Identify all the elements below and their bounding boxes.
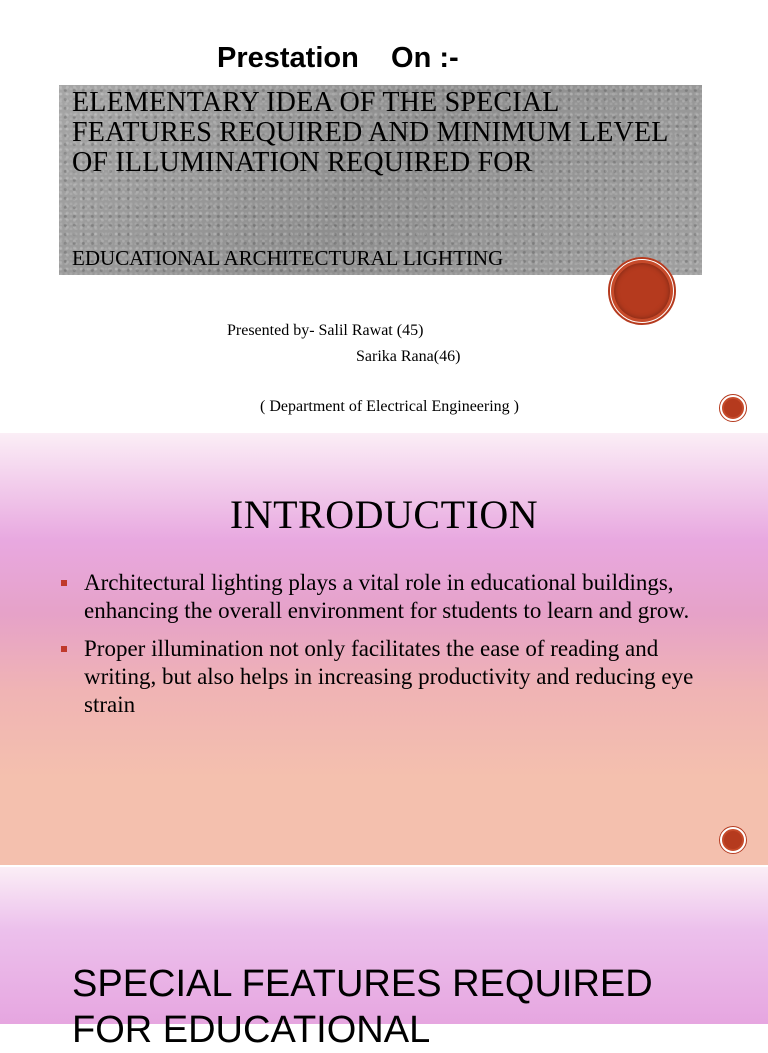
presenter-line-1: Presented by- Salil Rawat (45) — [227, 322, 424, 339]
title-slide — [0, 0, 768, 432]
slide-marker-icon — [719, 394, 747, 422]
introduction-slide — [0, 433, 768, 865]
bullet-item — [58, 635, 698, 719]
bullet-item — [58, 569, 698, 625]
slide-title: INTRODUCTION — [229, 492, 539, 537]
bullet-text: Proper illumination not only facilitates the ease of reading and writing, but also helps in increasing productivity and reducing eye strain — [84, 636, 694, 717]
special-features-slide — [0, 867, 768, 1051]
presentation-heading: Prestation On :- — [217, 42, 459, 74]
department-label: ( Department of Electrical Engineering ) — [260, 398, 519, 415]
presenter-line-2: Sarika Rana(46) — [356, 348, 461, 365]
slide-marker-icon — [719, 826, 747, 854]
bullet-marker-icon — [61, 646, 67, 652]
bullet-marker-icon — [61, 580, 67, 586]
bullet-text: Architectural lighting plays a vital role in educational buildings, enhancing the overall environment for students to learn and grow. — [84, 570, 690, 623]
slide-title: ELEMENTARY IDEA OF THE SPECIAL FEATURES REQUIRED AND MINIMUM LEVEL OF ILLUMINATION REQUIRED FOR — [72, 87, 668, 178]
slide-subtitle: EDUCATIONAL ARCHITECTURAL LIGHTING — [72, 246, 504, 270]
bullet-list — [58, 569, 698, 729]
slide-title: SPECIAL FEATURES REQUIRED FOR EDUCATIONAL — [72, 963, 653, 1051]
decorative-circle-icon — [608, 257, 676, 325]
